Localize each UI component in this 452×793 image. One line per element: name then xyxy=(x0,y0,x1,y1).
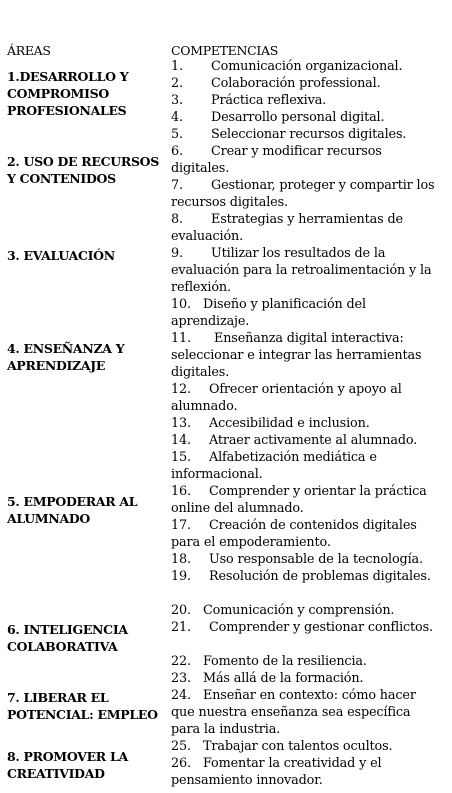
competencia-text: Accesibilidad e inclusion. xyxy=(209,416,370,431)
competencia-number: 9. xyxy=(171,246,183,261)
competencia-number: 20. xyxy=(171,603,191,618)
competencia-item xyxy=(171,518,439,552)
competencia-text: Estrategias y herramientas de evaluación. xyxy=(171,212,403,244)
competencia-text: Alfabetización mediática e informacional. xyxy=(171,450,377,482)
competencia-item xyxy=(171,331,439,382)
competencia-text: Seleccionar recursos digitales. xyxy=(211,127,407,142)
competencia-number: 19. xyxy=(171,569,191,584)
competencia-item xyxy=(171,76,439,93)
area-8: 8. PROMOVER LA CREATIVIDAD xyxy=(7,749,128,781)
competencia-text: Más allá de la formación. xyxy=(203,671,364,686)
competencia-text: Crear y modificar recursos digitales. xyxy=(171,144,382,176)
area-1: 1.DESARROLLO Y COMPROMISO PROFESIONALES xyxy=(7,69,129,118)
competencia-text: Gestionar, proteger y compartir los recursos digitales. xyxy=(171,178,435,210)
competencia-item xyxy=(171,450,439,484)
competencia-number: 21. xyxy=(171,620,191,635)
competencia-text: Ofrecer orientación y apoyo al alumnado. xyxy=(171,382,402,414)
competencia-number: 16. xyxy=(171,484,191,499)
competencia-item xyxy=(171,416,439,433)
competencia-number: 2. xyxy=(171,76,183,91)
competencia-item xyxy=(171,620,439,637)
competencia-text: Enseñar en contexto: cómo hacer que nuestra enseñanza sea específica para la industria. xyxy=(171,688,416,737)
areas-header: ÁREAS xyxy=(7,43,51,58)
competencia-item xyxy=(171,739,439,756)
competencia-text: Atraer activamente al alumnado. xyxy=(209,433,418,448)
competencia-item xyxy=(171,569,439,586)
competencia-item xyxy=(171,382,439,416)
competencia-text: Comprender y gestionar conflictos. xyxy=(209,620,433,635)
competencia-number: 1. xyxy=(171,59,183,74)
competencia-item xyxy=(171,552,439,569)
competencia-text: Práctica reflexiva. xyxy=(211,93,327,108)
area-5: 5. EMPODERAR AL ALUMNADO xyxy=(7,494,138,526)
competencia-number: 6. xyxy=(171,144,183,159)
competencia-number: 26. xyxy=(171,756,191,771)
competencia-text: Resolución de problemas digitales. xyxy=(209,569,431,584)
area-7: 7. LIBERAR EL POTENCIAL: EMPLEO xyxy=(7,690,158,722)
competencia-number: 18. xyxy=(171,552,191,567)
area-4: 4. ENSEÑANZA Y APRENDIZAJE xyxy=(7,341,125,373)
competencia-item xyxy=(171,212,439,246)
competencia-text: Utilizar los resultados de la evaluación para la retroalimentación y la reflexión. xyxy=(171,246,432,295)
competencia-number: 7. xyxy=(171,178,183,193)
competencia-number: 5. xyxy=(171,127,183,142)
competencia-item xyxy=(171,433,439,450)
competencia-item xyxy=(171,144,439,178)
competencia-number: 15. xyxy=(171,450,191,465)
competencia-item xyxy=(171,246,439,297)
competencia-text: Comprender y orientar la práctica online del alumnado. xyxy=(171,484,427,516)
competencia-item xyxy=(171,110,439,127)
competencia-number: 14. xyxy=(171,433,191,448)
competencia-number: 22. xyxy=(171,654,191,669)
competencia-item xyxy=(171,93,439,110)
competencia-number: 12. xyxy=(171,382,191,397)
area-6: 6. INTELIGENCIA COLABORATIVA xyxy=(7,622,128,654)
competencia-number: 3. xyxy=(171,93,183,108)
competencia-text: Uso responsable de la tecnología. xyxy=(209,552,423,567)
competencia-item xyxy=(171,59,439,76)
competencia-number: 4. xyxy=(171,110,183,125)
competencia-item xyxy=(171,654,439,671)
competencia-text: Creación de contenidos digitales para el empoderamiento. xyxy=(171,518,417,550)
competencia-number: 17. xyxy=(171,518,191,533)
competencia-item xyxy=(171,688,439,739)
competencia-item xyxy=(171,756,439,790)
area-3: 3. EVALUACIÓN xyxy=(7,248,115,263)
competencias-header: COMPETENCIAS xyxy=(171,43,279,58)
competencia-number: 24. xyxy=(171,688,191,703)
competencia-text: Trabajar con talentos ocultos. xyxy=(203,739,393,754)
competencia-text: Desarrollo personal digital. xyxy=(211,110,385,125)
competencia-text: Enseñanza digital interactiva: seleccionar e integrar las herramientas digitales. xyxy=(171,331,422,380)
competencia-item xyxy=(171,603,439,620)
competencia-number: 8. xyxy=(171,212,183,227)
competencia-text: Fomento de la resiliencia. xyxy=(203,654,367,669)
competencia-text: Comunicación organizacional. xyxy=(211,59,403,74)
competencia-number: 23. xyxy=(171,671,191,686)
competencia-text: Comunicación y comprensión. xyxy=(203,603,395,618)
area-2: 2. USO DE RECURSOS Y CONTENIDOS xyxy=(7,154,159,186)
competencia-number: 25. xyxy=(171,739,191,754)
competencia-number: 10. xyxy=(171,297,191,312)
competencia-text: Colaboración professional. xyxy=(211,76,381,91)
competencia-number: 13. xyxy=(171,416,191,431)
competencia-number: 11. xyxy=(171,331,191,346)
competencia-item xyxy=(171,484,439,518)
competencia-item xyxy=(171,671,439,688)
competencia-item xyxy=(171,297,439,331)
competencia-text: Fomentar la creatividad y el pensamiento innovador. xyxy=(171,756,382,788)
competencia-item xyxy=(171,127,439,144)
competencia-item xyxy=(171,178,439,212)
competencia-text: Diseño y planificación del aprendizaje. xyxy=(171,297,366,329)
